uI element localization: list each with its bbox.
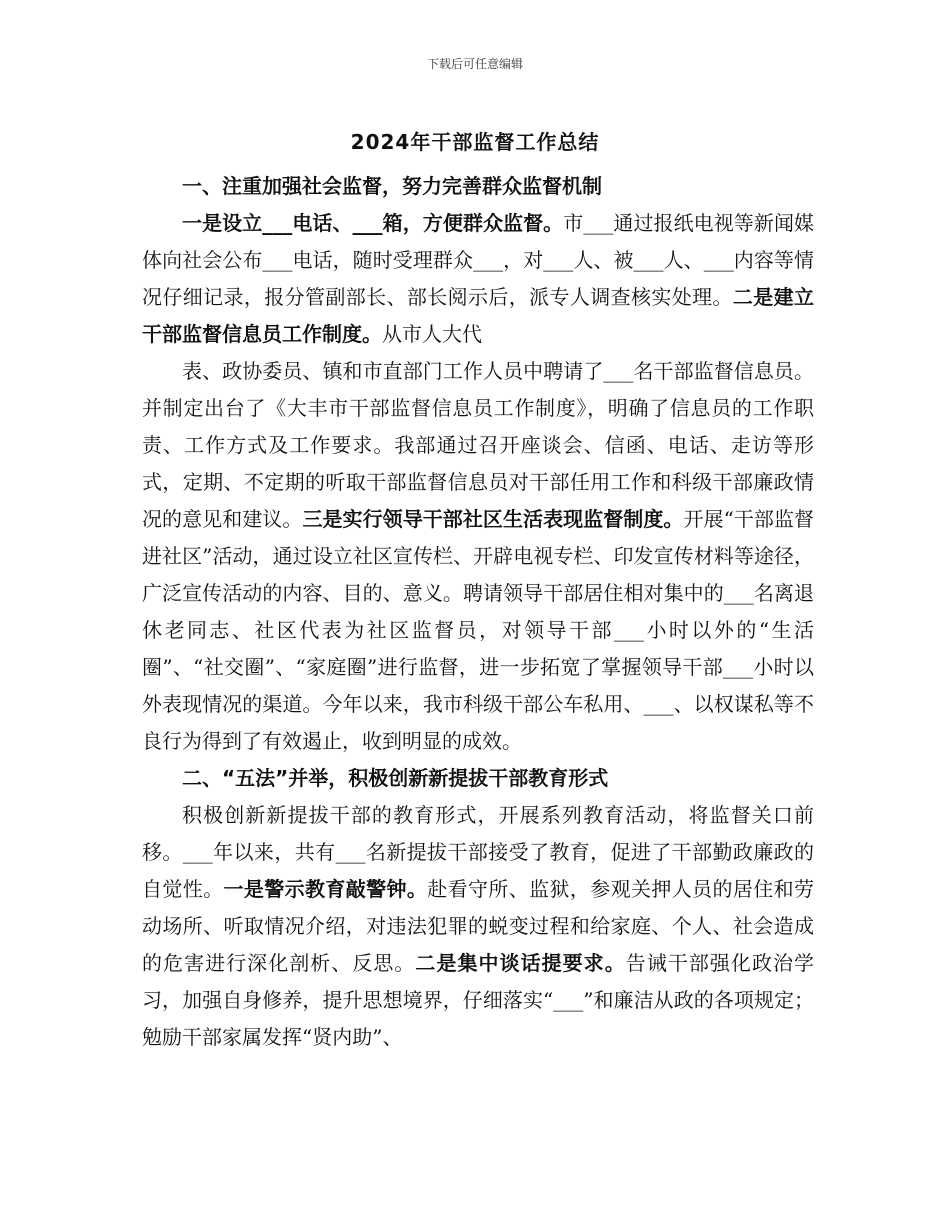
method-1-lead: 一是警示教育敲警钟。	[223, 877, 428, 901]
section-1-heading: 一、注重加强社会监督，努力完善群众监督机制	[182, 174, 602, 198]
section-2-intro: 积极创新新提拔干部的教育形式，开展系列教育活动，将监督关口前移。___年以来，共有___名新提拔干部接受了教育，促进了干部勤政廉政的自觉性。	[142, 803, 814, 901]
method-2-text: 告诫干部强化政治学习，加强自身修养，提升思想境界，仔细落实“___”和廉洁从政的各项规定；勉励干部家属发挥“贤内助”、	[142, 951, 815, 1049]
point-3-text: 开展“干部监督进社区”活动，通过设立社区宣传栏、开辟电视专栏、印发宣传材料等途径，广泛宣传活动的内容、目的、意义。聘请领导干部居住相对集中的___名离退休老同志、社区代表为社区监督员，对领导干部___小时以外的“生活圈”、“社交圈”、“家庭圈”进行监督，进一步拓宽了掌握领导干部___小时以外表现情况的渠道。今年以来，我市科级干部公车私用、___、以权谋私等不良行为得到了有效遏止，收到明显的成效。	[142, 507, 815, 753]
document-title: 2024年干部监督工作总结	[350, 130, 600, 154]
method-2-lead: 二是集中谈话提要求。	[415, 951, 626, 975]
section-1-paragraph-1	[142, 205, 814, 353]
document-body	[142, 168, 814, 1056]
point-1-lead: 一是设立___电话、___箱，方便群众监督。	[182, 211, 564, 235]
header-note: 下载后可任意编辑	[426, 57, 523, 71]
section-2-heading: 二、“五法”并举，积极创新新提拔干部教育形式	[182, 766, 609, 790]
point-2-lead: 二是建立干部监督信息员工作制度。	[142, 285, 814, 346]
point-2-text-continued: 表、政协委员、镇和市直部门工作人员中聘请了___名干部监督信息员。并制定出台了《大丰市干部监督信息员工作制度》，明确了信息员的工作职责、工作方式及工作要求。我部通过召开座谈会、信函、电话、走访等形式，定期、不定期的听取干部监督信息员对干部任用工作和科级干部廉政情况的意见和建议。	[142, 359, 814, 531]
point-3-lead: 三是实行领导干部社区生活表现监督制度。	[302, 507, 684, 531]
method-1-text: 赴看守所、监狱，参观关押人员的居住和劳动场所、听取情况介绍，对违法犯罪的蜕变过程和给家庭、个人、社会造成的危害进行深化剖析、反思。	[142, 877, 814, 975]
section-1-paragraph-2	[142, 353, 814, 760]
section-2-paragraph-1	[142, 797, 814, 1056]
point-2-text-start: 从市人大代	[382, 322, 482, 346]
point-1-text: 市___通过报纸电视等新闻媒体向社会公布___电话，随时受理群众___，对___人、被___人、___内容等情况仔细记录，报分管副部长、部长阅示后，派专人调查核实处理。	[142, 211, 815, 309]
